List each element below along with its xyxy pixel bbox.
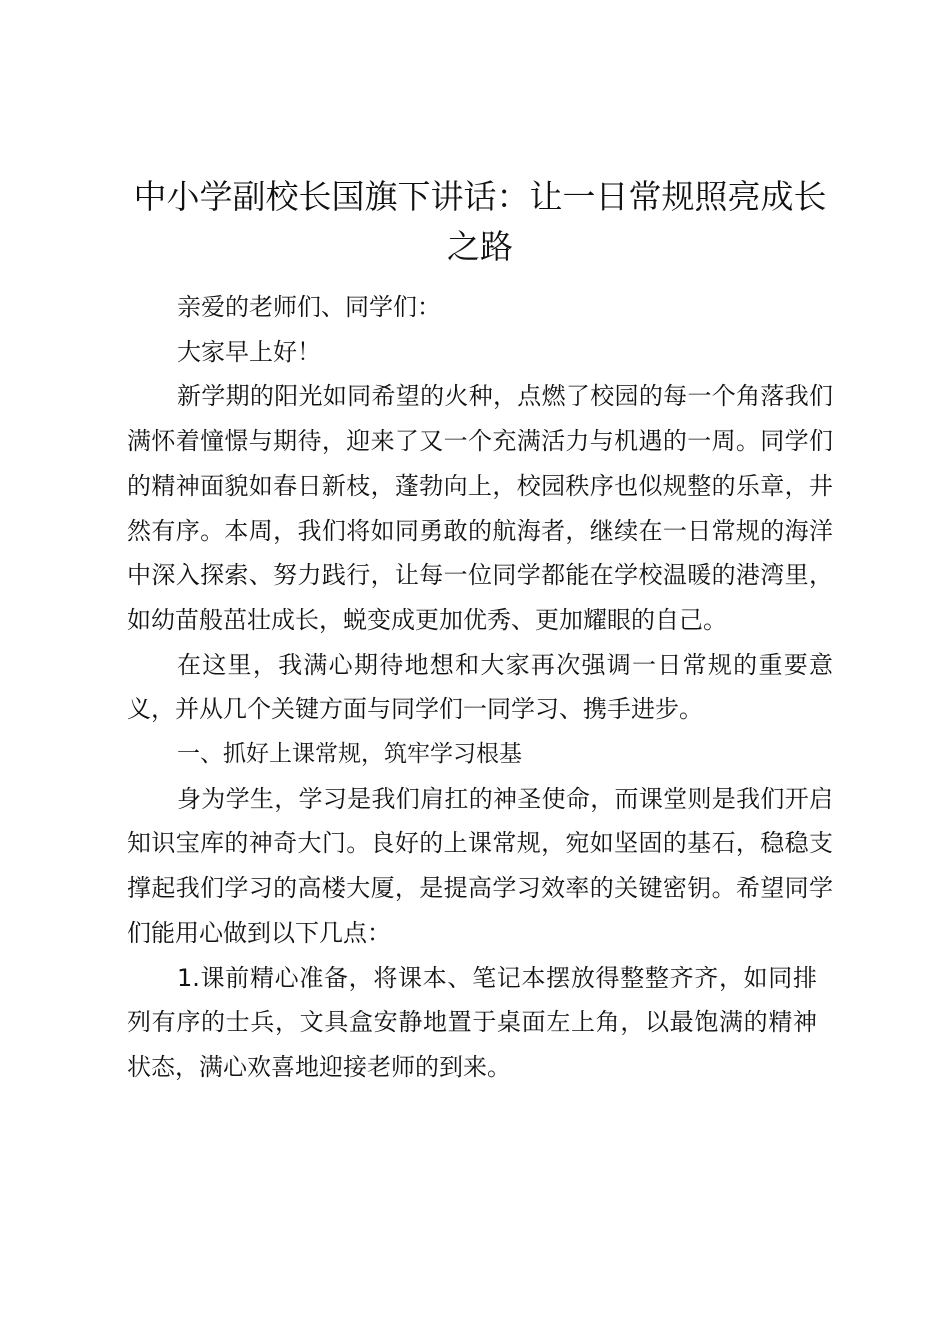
document-title: 中小学副校长国旗下讲话：让一日常规照亮成长之路 — [133, 177, 827, 266]
document-body — [127, 172, 833, 1090]
paragraph-intro: 新学期的阳光如同希望的火种，点燃了校园的每一个角落我们满怀着憧憬与期待，迎来了又一个充满活力与机遇的一周。同学们的精神面貌如春日新枝，蓬勃向上，校园秩序也似规整的乐章，井然有序。本周，我们将如同勇敢的航海者，继续在一日常规的海洋中深入探索、努力践行，让每一位同学都能在学校温暖的港湾里，如幼苗般茁壮成长，蜕变成更加优秀、更加耀眼的自己。 — [127, 382, 833, 634]
list-item: 1.课前精心准备，将课本、笔记本摆放得整整齐齐，如同排列有序的士兵，文具盒安静地置于桌面左上角，以最饱满的精神状态，满心欢喜地迎接老师的到来。 — [127, 963, 817, 1081]
greeting: 大家早上好！ — [177, 337, 321, 366]
salutation: 亲爱的老师们、同学们： — [177, 293, 441, 321]
section-intro: 身为学生，学习是我们肩扛的神圣使命，而课堂则是我们开启知识宝库的神奇大门。良好的上课常规，宛如坚固的基石，稳稳支撑起我们学习的高楼大厦，是提高学习效率的关键密钥。希望同学们能用心做到以下几点： — [127, 784, 833, 947]
section-heading: 一、抓好上课常规，筑牢学习根基 — [177, 741, 522, 768]
paragraph-emphasis: 在这里，我满心期待地想和大家再次强调一日常规的重要意义，并从几个关键方面与同学们一同学习、携手进步。 — [127, 650, 833, 724]
